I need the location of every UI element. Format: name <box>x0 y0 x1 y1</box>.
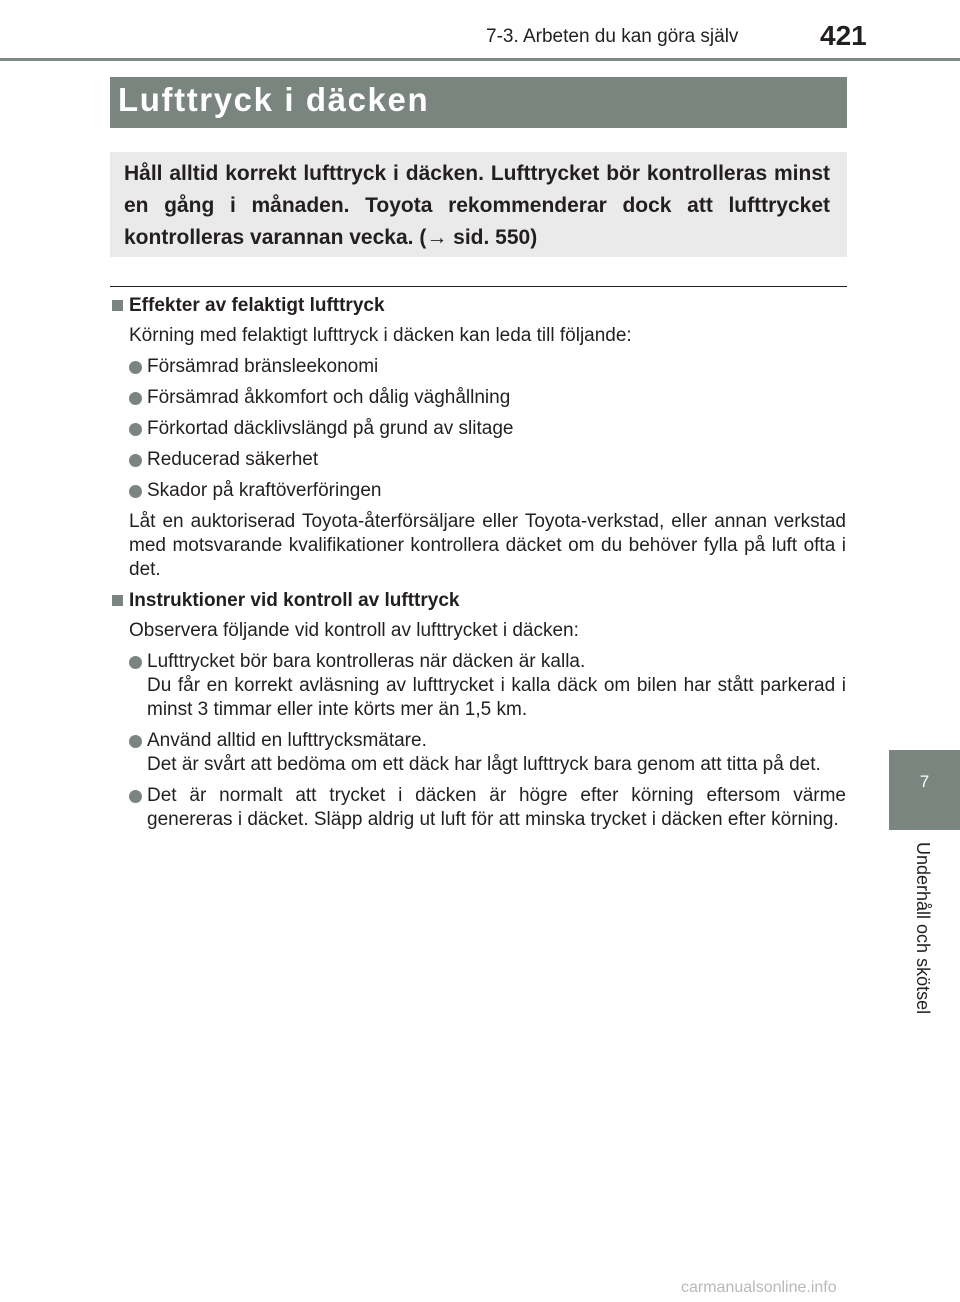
intro-text <box>124 158 830 254</box>
section-heading-text: Instruktioner vid kontroll av lufttryck <box>129 590 460 611</box>
circle-bullet-icon <box>129 454 142 467</box>
header-rule <box>0 58 960 61</box>
section-closing: Låt en auktoriserad Toyota-återförsäljare eller Toyota-verkstad, eller annan verkstad med motsvarande kvalifikationer kontrollera däcket om du behöver fylla på luft ofta i det. <box>129 511 846 580</box>
intro-text-before: Håll alltid korrekt lufttryck i däcken. Lufttrycket bör kontrolleras minst en gång i månaden. Toyota rekommenderar dock att lufttrycket kontrolleras varannan vecka. ( <box>124 162 830 249</box>
circle-bullet-icon <box>129 485 142 498</box>
list-item: Reducerad säkerhet <box>129 448 846 472</box>
page-number: 421 <box>820 20 867 51</box>
chapter-label: Underhåll och skötsel <box>913 842 933 1015</box>
list-item <box>129 729 846 777</box>
section-intro: Observera följande vid kontroll av lufttrycket i däcken: <box>129 620 579 641</box>
circle-bullet-icon <box>129 656 142 669</box>
title-bar <box>110 77 847 128</box>
circle-bullet-icon <box>129 735 142 748</box>
list-item: Försämrad bränsleekonomi <box>129 355 846 379</box>
list-item <box>129 784 846 832</box>
intro-page-reference[interactable]: sid. 550) <box>447 226 538 249</box>
section-heading-effects <box>110 294 846 318</box>
square-bullet-icon <box>112 300 123 311</box>
list-item-title: Använd alltid en lufttrycksmätare. <box>147 730 427 751</box>
circle-bullet-icon <box>129 790 142 803</box>
section-heading-text: Effekter av felaktigt lufttryck <box>129 295 385 316</box>
section-heading-instructions <box>110 589 846 613</box>
chapter-number: 7 <box>919 772 930 791</box>
page-title: Lufttryck i däcken <box>118 81 430 118</box>
watermark: carmanualsonline.info <box>681 1279 837 1296</box>
running-header-section: 7-3. Arbeten du kan göra själv <box>486 26 739 47</box>
list-item-title: Det är normalt att trycket i däcken är högre efter körning eftersom värme genereras i däcket. Släpp aldrig ut luft för att minska trycket i däcken efter körning. <box>147 785 846 830</box>
list-item: Försämrad åkkomfort och dålig väghållning <box>129 386 846 410</box>
list-item-title: Lufttrycket bör bara kontrolleras när däcken är kalla. <box>147 651 586 672</box>
list-item-body: Det är svårt att bedöma om ett däck har lågt lufttryck bara genom att titta på det. <box>147 754 821 775</box>
circle-bullet-icon <box>129 361 142 374</box>
list-item <box>129 650 846 722</box>
content <box>110 294 846 839</box>
list-item: Skador på kraftöverföringen <box>129 479 846 503</box>
list-item: Förkortad däcklivslängd på grund av slitage <box>129 417 846 441</box>
list-item-body: Du får en korrekt avläsning av lufttrycket i kalla däck om bilen har stått parkerad i minst 3 timmar eller inte körts mer än 1,5 km. <box>147 675 846 720</box>
circle-bullet-icon <box>129 392 142 405</box>
section-intro: Körning med felaktigt lufttryck i däcken kan leda till följande: <box>129 325 632 346</box>
intro-box <box>110 152 847 257</box>
section-rule <box>110 286 847 287</box>
arrow-icon: → <box>426 226 448 249</box>
circle-bullet-icon <box>129 423 142 436</box>
chapter-tab <box>889 750 960 830</box>
square-bullet-icon <box>112 595 123 606</box>
